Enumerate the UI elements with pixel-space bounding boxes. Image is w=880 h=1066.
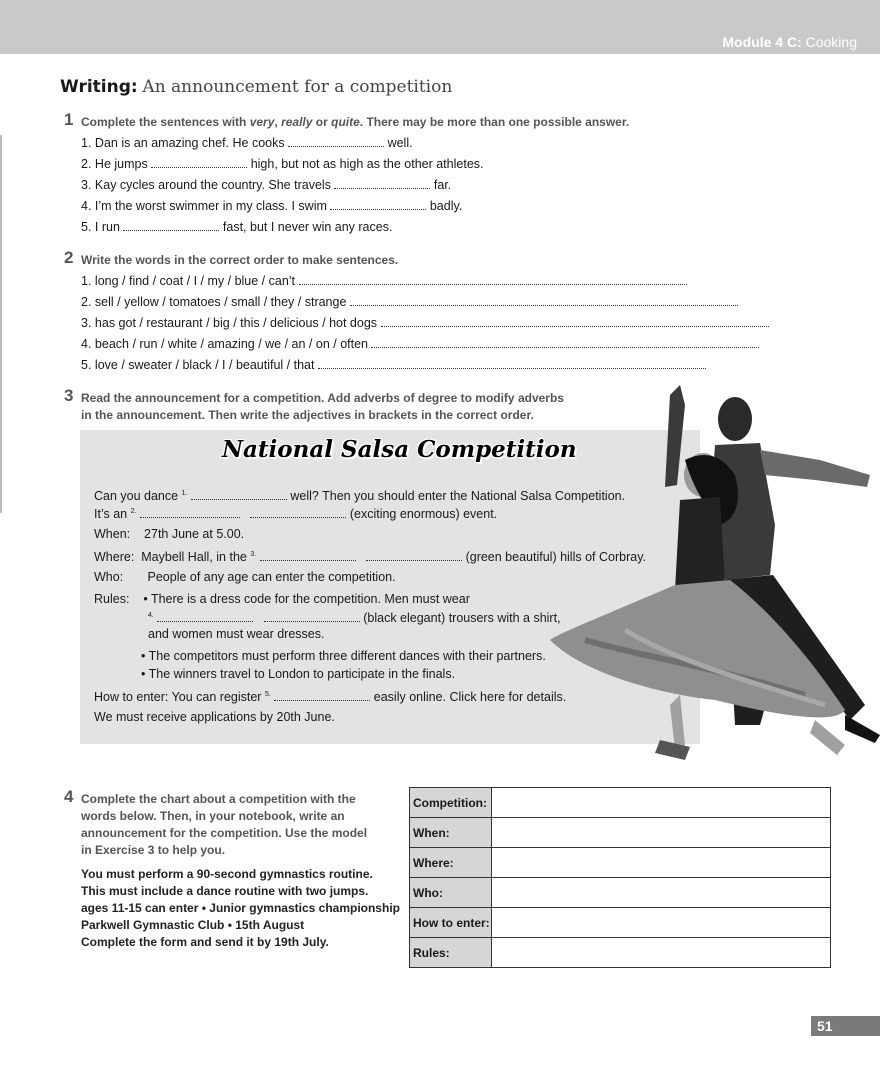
- answer-blank[interactable]: [123, 220, 219, 231]
- announcement-title: National Salsa Competition: [222, 436, 577, 463]
- exercise-1-instructions: Complete the sentences with very, really or quite. There may be more than one possible answer.: [81, 115, 630, 129]
- page-number: 51: [817, 1018, 833, 1034]
- ex1-item: 5. I run fast, but I never win any races.: [81, 220, 393, 234]
- salsa-dancers-image: [545, 375, 880, 770]
- chart-label: Competition:: [410, 788, 492, 818]
- answer-line[interactable]: [371, 337, 759, 348]
- ex1-item: 4. I’m the worst swimmer in my class. I swim badly.: [81, 199, 463, 213]
- announcement-rules: $^{4.}$ (black elegant) trousers with a shirt,: [148, 611, 561, 626]
- answer-blank[interactable]: [288, 136, 384, 147]
- chart-label: Who:: [410, 878, 492, 908]
- ex2-item: 5. love / sweater / black / I / beautiful / that: [81, 357, 706, 373]
- answer-blank[interactable]: [330, 199, 426, 210]
- ex1-item: 2. He jumps high, but not as high as the other athletes.: [81, 157, 484, 171]
- chart-label: Where:: [410, 848, 492, 878]
- announcement-who: Who: People of any age can enter the competition.: [94, 570, 396, 584]
- exercise-3-number: 3: [64, 386, 74, 405]
- chart-label: How to enter:: [410, 908, 492, 938]
- answer-blank[interactable]: [334, 178, 430, 189]
- announcement-when: When: 27th June at 5.00.: [94, 527, 245, 541]
- answer-line[interactable]: [299, 274, 687, 285]
- answer-blank[interactable]: [140, 507, 240, 518]
- answer-blank[interactable]: [366, 550, 462, 561]
- exercise-3-instructions: Read the announcement for a competition. Add adverbs of degree to modify adverbs in the announcement. Then write the adjectives in brackets in the correct order.: [81, 391, 564, 422]
- ex1-item: 1. Dan is an amazing chef. He cooks well.: [81, 136, 413, 150]
- task-notes: You must perform a 90-second gymnastics routine. This must include a dance routine with two jumps. ages 11-15 can enter • Junior gymnastics championship Parkwell Gymnastic Club • 15th August Complete the form and send it by 19th July.: [81, 867, 400, 949]
- ex2-item: 2. sell / yellow / tomatoes / small / they / strange: [81, 294, 738, 310]
- ex2-item: 3. has got / restaurant / big / this / delicious / hot dogs: [81, 315, 769, 331]
- chart-answer-cell[interactable]: [492, 938, 831, 968]
- competition-chart: [409, 787, 831, 968]
- announcement-rules: • The competitors must perform three different dances with their partners.: [141, 649, 546, 663]
- answer-blank[interactable]: [250, 507, 346, 518]
- ex2-item: 1. long / find / coat / I / my / blue / can’t: [81, 273, 687, 289]
- chart-answer-cell[interactable]: [492, 848, 831, 878]
- chart-answer-cell[interactable]: [492, 908, 831, 938]
- chart-label: Rules:: [410, 938, 492, 968]
- margin-rule: [0, 135, 2, 513]
- answer-blank[interactable]: [260, 550, 356, 561]
- exercise-2-instructions: Write the words in the correct order to make sentences.: [81, 253, 399, 267]
- exercise-1-number: 1: [64, 110, 74, 129]
- ex1-item: 3. Kay cycles around the country. She travels far.: [81, 178, 452, 192]
- answer-blank[interactable]: [264, 611, 360, 622]
- announcement-rules: • The winners travel to London to participate in the finals.: [141, 667, 456, 681]
- exercise-4-instructions: Complete the chart about a competition with the words below. Then, in your notebook, write an announcement for the competition. Use the model in Exercise 3 to help you.: [81, 792, 368, 857]
- answer-line[interactable]: [381, 316, 769, 327]
- answer-line[interactable]: [318, 358, 706, 369]
- module-label: Module 4 C: Cooking: [722, 34, 857, 50]
- announcement-how: How to enter: You can register $^{5.}$ easily online. Click here for details.: [94, 690, 567, 705]
- announcement-where: Where: Maybell Hall, in the $^{3.}$ (green beautiful) hills of Corbray.: [94, 550, 646, 565]
- announcement-rules: and women must wear dresses.: [148, 627, 325, 641]
- chart-label: When:: [410, 818, 492, 848]
- chart-answer-cell[interactable]: [492, 818, 831, 848]
- exercise-4-number: 4: [64, 787, 74, 806]
- section-title: Writing: An announcement for a competition: [60, 77, 453, 97]
- announcement-final: We must receive applications by 20th June.: [94, 710, 335, 724]
- answer-blank[interactable]: [151, 157, 247, 168]
- announcement-line: It’s an $^{2.}$ (exciting enormous) event.: [94, 507, 498, 522]
- announcement-rules: Rules: • There is a dress code for the competition. Men must wear: [94, 592, 470, 606]
- exercise-2-number: 2: [64, 248, 74, 267]
- answer-line[interactable]: [350, 295, 738, 306]
- answer-blank[interactable]: [274, 690, 370, 701]
- chart-answer-cell[interactable]: [492, 878, 831, 908]
- announcement-line: Can you dance $^{1.}$ well? Then you should enter the National Salsa Competition.: [94, 489, 626, 504]
- chart-answer-cell[interactable]: [492, 788, 831, 818]
- ex2-item: 4. beach / run / white / amazing / we / an / on / often: [81, 336, 759, 352]
- answer-blank[interactable]: [157, 611, 253, 622]
- answer-blank[interactable]: [191, 489, 287, 500]
